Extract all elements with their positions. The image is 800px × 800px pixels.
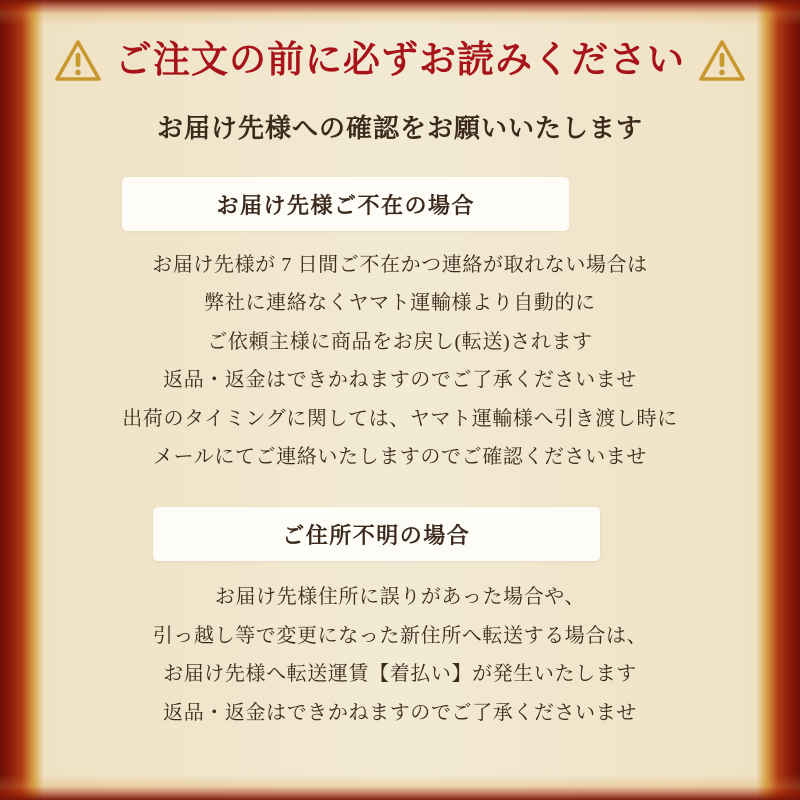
title-row bbox=[55, 40, 745, 82]
section-heading-panel bbox=[153, 507, 600, 561]
body-line: 引っ越し等で変更になった新住所へ転送する場合は、 bbox=[152, 624, 648, 647]
body-line: 返品・返金はできかねますのでご了承くださいませ bbox=[163, 701, 637, 724]
section-absent-recipient bbox=[122, 145, 677, 473]
section-heading-panel bbox=[122, 177, 569, 231]
body-line: お届け先様へ転送運賃【着払い】が発生いたします bbox=[163, 663, 637, 686]
body-line: ご依頼主様に商品をお戻し(転送)されます bbox=[207, 330, 593, 353]
section-heading-text: ご住所不明の場合 bbox=[282, 522, 471, 548]
body-line: 返品・返金はできかねますのでご了承くださいませ bbox=[163, 369, 637, 392]
warning-triangle-icon bbox=[699, 40, 745, 82]
body-line: お届け先様住所に誤りがあった場合や、 bbox=[214, 586, 586, 609]
page-subtitle: お届け先様への確認をお願いいたします bbox=[156, 114, 643, 143]
section-heading-text: お届け先様ご不在の場合 bbox=[216, 192, 476, 218]
body-line: 出荷のタイミングに関しては、ヤマト運輸様へ引き渡し時に bbox=[122, 407, 678, 430]
section-unknown-address bbox=[153, 473, 647, 729]
warning-triangle-icon bbox=[55, 40, 101, 82]
page-title: ご注文の前に必ずお読みください bbox=[115, 39, 685, 81]
section-body bbox=[153, 581, 647, 729]
section-body bbox=[122, 249, 677, 473]
body-line: メールにてご連絡いたしますのでご確認くださいませ bbox=[153, 445, 647, 468]
body-line: お届け先様が 7 日間ご不在かつ連絡が取れない場合は bbox=[152, 254, 648, 276]
body-line: 弊社に連絡なくヤマト運輸様より自動的に bbox=[204, 292, 596, 315]
